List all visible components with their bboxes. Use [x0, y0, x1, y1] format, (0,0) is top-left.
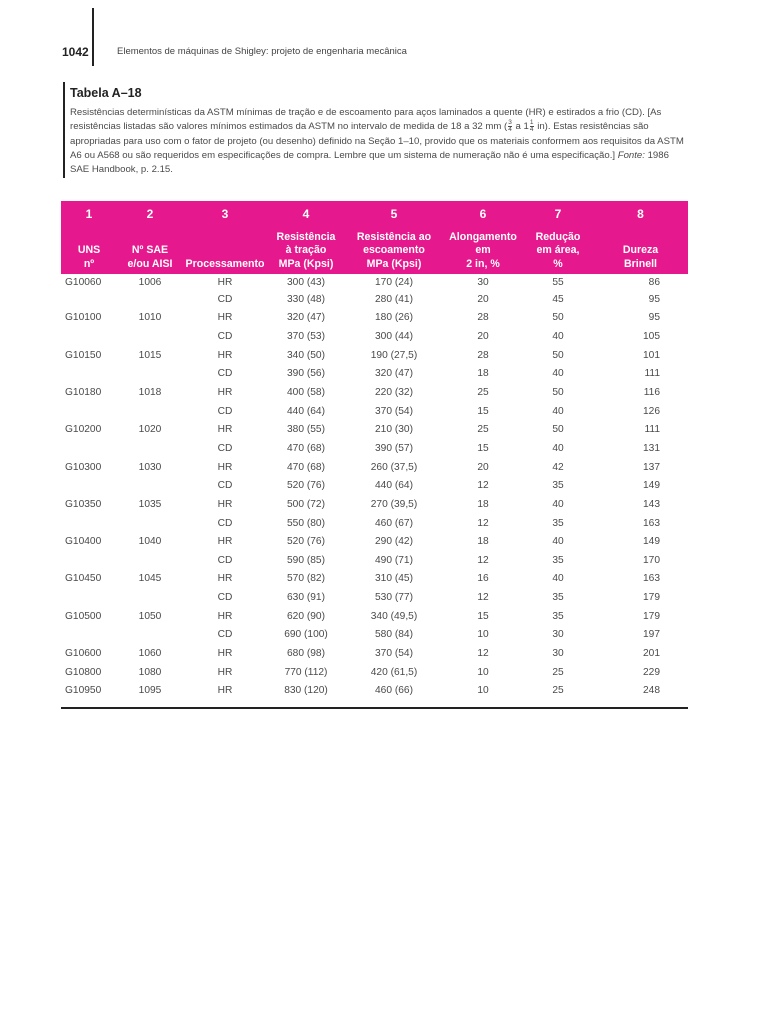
column-header-line: em área,: [536, 244, 580, 256]
tensile-cell: 630 (91): [287, 592, 325, 604]
caption-text-1: Resistências determinísticas da ASTM mínimas de tração e de escoamento para aços laminados a quente (HR) e estirados a frio (CD). [As resistências listadas são valores mínimos estimados da ASTM no intervalo de medida de 18 a 32 mm (: [70, 107, 662, 133]
uns-cell: [61, 514, 117, 533]
process-cell: CD: [217, 405, 233, 417]
elongation-cell: 20: [477, 331, 489, 343]
table-row: [61, 551, 688, 570]
table-row: [61, 570, 688, 589]
elongation-cell: 10: [477, 685, 489, 697]
column-number: 7: [554, 207, 562, 221]
column-number: 1: [85, 207, 93, 221]
process-cell: HR: [217, 349, 233, 361]
table-row: [61, 495, 688, 514]
yield-cell: 320 (47): [375, 368, 413, 380]
tensile-cell: 440 (64): [287, 405, 325, 417]
yield-cell: 530 (77): [375, 592, 413, 604]
sae-cell: 1050: [138, 610, 162, 622]
uns-cell: [61, 476, 117, 495]
column-number: 8: [637, 207, 644, 221]
reduction-cell: 40: [552, 573, 564, 585]
table-row: [61, 290, 688, 309]
tensile-cell: 690 (100): [284, 629, 328, 641]
uns-cell: G10100: [65, 312, 102, 324]
tensile-cell: 500 (72): [287, 498, 325, 510]
elongation-cell: 30: [477, 276, 489, 288]
tensile-cell: 390 (56): [287, 368, 325, 380]
elongation-cell: 28: [477, 349, 489, 361]
elongation-cell: 18: [477, 536, 489, 548]
tensile-cell: 570 (82): [287, 573, 325, 585]
column-number: 5: [390, 207, 398, 221]
column-header-line: UNS: [77, 244, 101, 256]
sae-cell: [117, 551, 183, 570]
process-cell: CD: [217, 442, 233, 454]
elongation-cell: 15: [477, 610, 489, 622]
running-head: Elementos de máquinas de Shigley: projeto de engenharia mecânica: [117, 46, 407, 57]
sae-cell: [117, 514, 183, 533]
table-row: [61, 607, 688, 626]
process-cell: CD: [217, 480, 233, 492]
yield-cell: 370 (54): [375, 647, 413, 659]
process-cell: HR: [217, 647, 233, 659]
tensile-cell: 370 (53): [287, 331, 325, 343]
sae-cell: 1060: [138, 647, 162, 659]
caption-vertical-rule: [63, 82, 65, 178]
tensile-cell: 300 (43): [287, 276, 325, 288]
process-cell: HR: [217, 573, 233, 585]
elongation-cell: 16: [477, 573, 489, 585]
sae-cell: 1040: [138, 536, 162, 548]
column-header: [117, 225, 183, 274]
reduction-cell: 40: [552, 442, 564, 454]
caption-text-3: in). Estas resistências são apropriadas para uso com o fator de projeto (ou desenho) definido na Seção 1–10, provido que os materiais conformem aos requisitos da ASTM A6 ou A568 ou são requeridos em especificações de compra. Lembre que um sistema de numeração não é uma especificação.]: [70, 121, 684, 161]
tensile-cell: 770 (112): [284, 666, 328, 678]
sae-cell: [117, 476, 183, 495]
column-number: 2: [146, 207, 154, 221]
tensile-cell: 400 (58): [287, 387, 325, 399]
sae-cell: 1095: [138, 685, 162, 697]
yield-cell: 460 (66): [375, 685, 413, 697]
process-cell: HR: [217, 312, 233, 324]
elongation-cell: 12: [477, 517, 489, 529]
sae-cell: [117, 402, 183, 421]
table-caption: [70, 106, 690, 178]
table-row: [61, 663, 688, 682]
yield-cell: 420 (61,5): [370, 666, 418, 678]
process-cell: CD: [217, 331, 233, 343]
reduction-cell: 30: [552, 647, 564, 659]
process-cell: CD: [217, 554, 233, 566]
column-number: 3: [221, 207, 229, 221]
process-cell: HR: [217, 536, 233, 548]
yield-cell: 580 (84): [375, 629, 413, 641]
reduction-cell: 35: [552, 480, 564, 492]
process-cell: HR: [217, 424, 233, 436]
reduction-cell: 30: [552, 629, 564, 641]
column-number: 4: [302, 207, 310, 221]
table-row: [61, 458, 688, 477]
table-row: [61, 644, 688, 663]
table-row: [61, 476, 688, 495]
reduction-cell: 50: [552, 312, 564, 324]
uns-cell: [61, 327, 117, 346]
column-header-line: nº: [83, 257, 95, 270]
reduction-cell: 42: [552, 461, 564, 473]
column-header-line: Dureza: [622, 244, 659, 256]
tensile-cell: 330 (48): [287, 293, 325, 305]
sae-cell: 1030: [138, 461, 162, 473]
column-header-line: e/ou AISI: [127, 257, 173, 270]
uns-cell: G10950: [65, 685, 102, 697]
fraction-three-quarters: $\frac{3}{4}$: [508, 119, 512, 134]
uns-cell: G10150: [65, 349, 102, 361]
process-cell: CD: [217, 368, 233, 380]
reduction-cell: 40: [552, 331, 564, 343]
process-cell: CD: [217, 517, 233, 529]
uns-cell: [61, 365, 117, 384]
column-header: [593, 225, 688, 274]
reduction-cell: 50: [552, 349, 564, 361]
column-header: [523, 225, 593, 274]
reduction-cell: 40: [552, 368, 564, 380]
table-row: [61, 532, 688, 551]
brinell-cell: 197: [643, 629, 660, 641]
uns-cell: G10450: [65, 573, 102, 585]
brinell-cell: 149: [643, 480, 660, 492]
process-cell: HR: [217, 461, 233, 473]
process-cell: CD: [217, 629, 233, 641]
process-cell: HR: [217, 610, 233, 622]
yield-cell: 280 (41): [375, 293, 413, 305]
yield-cell: 490 (71): [375, 554, 413, 566]
caption-source-text: 1986 SAE Handbook, p. 2.15.: [70, 149, 669, 176]
brinell-cell: 179: [643, 610, 660, 622]
table-row: [61, 681, 688, 700]
column-header-line: %: [553, 257, 563, 270]
uns-cell: G10060: [65, 276, 102, 288]
column-header-line: Resistência: [276, 230, 336, 243]
uns-cell: G10800: [65, 666, 102, 678]
brinell-cell: 101: [643, 349, 660, 361]
uns-cell: [61, 551, 117, 570]
elongation-cell: 28: [477, 312, 489, 324]
uns-cell: [61, 402, 117, 421]
page-number: 1042: [62, 45, 89, 59]
uns-cell: G10200: [65, 424, 102, 436]
yield-cell: 340 (49,5): [370, 610, 418, 622]
sae-cell: [117, 290, 183, 309]
column-number-row: [61, 201, 688, 225]
uns-cell: G10350: [65, 498, 102, 510]
elongation-cell: 10: [477, 629, 489, 641]
tensile-cell: 520 (76): [287, 536, 325, 548]
yield-cell: 300 (44): [375, 331, 413, 343]
yield-cell: 460 (67): [375, 517, 413, 529]
process-cell: HR: [217, 498, 233, 510]
sae-cell: 1015: [138, 349, 162, 361]
table-row: [61, 402, 688, 421]
reduction-cell: 35: [552, 554, 564, 566]
table-row: [61, 514, 688, 533]
table-title: Tabela A–18: [70, 86, 142, 100]
uns-cell: [61, 290, 117, 309]
column-header: [267, 225, 345, 274]
reduction-cell: 35: [552, 592, 564, 604]
yield-cell: 210 (30): [375, 424, 413, 436]
brinell-cell: 149: [643, 536, 660, 548]
process-cell: CD: [217, 293, 233, 305]
brinell-cell: 248: [643, 685, 660, 697]
brinell-cell: 170: [643, 554, 660, 566]
tensile-cell: 470 (68): [287, 442, 325, 454]
sae-cell: 1006: [138, 276, 162, 288]
yield-cell: 290 (42): [375, 536, 413, 548]
table-row: [61, 420, 688, 439]
brinell-cell: 111: [644, 368, 660, 380]
reduction-cell: 40: [552, 536, 564, 548]
brinell-cell: 143: [643, 498, 660, 510]
column-header-line: Resistência ao: [356, 230, 432, 243]
column-header: [345, 225, 443, 274]
reduction-cell: 50: [552, 387, 564, 399]
reduction-cell: 55: [552, 276, 564, 288]
elongation-cell: 10: [477, 666, 489, 678]
table-row: [61, 588, 688, 607]
tensile-cell: 520 (76): [287, 480, 325, 492]
brinell-cell: 95: [648, 293, 660, 305]
elongation-cell: 15: [477, 405, 489, 417]
sae-cell: [117, 327, 183, 346]
tensile-cell: 470 (68): [287, 461, 325, 473]
tensile-cell: 590 (85): [287, 554, 325, 566]
uns-cell: G10400: [65, 536, 102, 548]
brinell-cell: 86: [648, 276, 660, 288]
column-header: [443, 225, 523, 274]
sae-cell: 1020: [138, 424, 162, 436]
process-cell: HR: [217, 387, 233, 399]
uns-cell: G10300: [65, 461, 102, 473]
elongation-cell: 12: [477, 592, 489, 604]
yield-cell: 440 (64): [375, 480, 413, 492]
process-cell: HR: [217, 666, 233, 678]
yield-cell: 190 (27,5): [370, 349, 418, 361]
brinell-cell: 116: [643, 387, 660, 399]
column-header-line: Alongamento: [449, 230, 517, 243]
uns-cell: [61, 626, 117, 645]
table-row: [61, 327, 688, 346]
column-header-line: Redução: [535, 230, 581, 243]
elongation-cell: 12: [477, 480, 489, 492]
column-header-line: 2 in, %: [466, 257, 500, 270]
column-header-line: escoamento: [363, 244, 425, 256]
column-number: 6: [479, 207, 487, 221]
steel-strength-table: [61, 201, 688, 700]
tensile-cell: 680 (98): [287, 647, 325, 659]
process-cell: HR: [217, 685, 233, 697]
brinell-cell: 126: [643, 405, 660, 417]
sae-cell: 1045: [138, 573, 162, 585]
process-cell: CD: [217, 592, 233, 604]
sae-cell: 1035: [138, 498, 162, 510]
brinell-cell: 179: [643, 592, 660, 604]
table-row: [61, 309, 688, 328]
reduction-cell: 35: [552, 517, 564, 529]
sae-cell: [117, 439, 183, 458]
sae-cell: 1010: [138, 312, 162, 324]
reduction-cell: 25: [552, 666, 564, 678]
elongation-cell: 20: [477, 293, 489, 305]
elongation-cell: 18: [477, 368, 489, 380]
brinell-cell: 163: [643, 573, 660, 585]
tensile-cell: 340 (50): [287, 349, 325, 361]
yield-cell: 390 (57): [375, 442, 413, 454]
table-row: [61, 626, 688, 645]
fraction-one-quarter: $\frac{1}{4}$: [529, 119, 534, 134]
reduction-cell: 25: [552, 685, 564, 697]
reduction-cell: 45: [552, 293, 564, 305]
uns-cell: G10500: [65, 610, 102, 622]
tensile-cell: 830 (120): [284, 685, 328, 697]
brinell-cell: 229: [643, 666, 660, 678]
sae-cell: [117, 365, 183, 384]
elongation-cell: 20: [477, 461, 489, 473]
yield-cell: 270 (39,5): [370, 498, 418, 510]
table-row: [61, 365, 688, 384]
reduction-cell: 35: [552, 610, 564, 622]
column-header-line: Processamento: [185, 257, 265, 270]
column-header-line: à tração: [285, 244, 327, 256]
table-row: [61, 439, 688, 458]
brinell-cell: 163: [643, 517, 660, 529]
elongation-cell: 25: [477, 424, 489, 436]
yield-cell: 370 (54): [375, 405, 413, 417]
tensile-cell: 380 (55): [287, 424, 325, 436]
uns-cell: G10180: [65, 387, 102, 399]
elongation-cell: 25: [477, 387, 489, 399]
yield-cell: 220 (32): [375, 387, 413, 399]
column-header-line: Brinell: [624, 257, 657, 270]
column-header-line: MPa (Kpsi): [278, 257, 334, 270]
uns-cell: G10600: [65, 647, 102, 659]
column-header-line: MPa (Kpsi): [366, 257, 422, 270]
tensile-cell: 550 (80): [287, 517, 325, 529]
brinell-cell: 95: [648, 312, 660, 324]
column-header-line: em: [475, 244, 491, 256]
column-header-line: Nº SAE: [131, 244, 169, 256]
column-header-row: [61, 225, 688, 274]
sae-cell: 1080: [138, 666, 162, 678]
brinell-cell: 105: [643, 331, 660, 343]
brinell-cell: 137: [643, 461, 660, 473]
yield-cell: 310 (45): [375, 573, 413, 585]
brinell-cell: 131: [643, 442, 660, 454]
reduction-cell: 40: [552, 405, 564, 417]
reduction-cell: 50: [552, 424, 564, 436]
yield-cell: 180 (26): [375, 312, 413, 324]
elongation-cell: 15: [477, 442, 489, 454]
uns-cell: [61, 439, 117, 458]
table-body: [61, 274, 688, 700]
column-header: [61, 225, 117, 274]
brinell-cell: 201: [643, 647, 660, 659]
table-row: [61, 383, 688, 402]
yield-cell: 260 (37,5): [370, 461, 418, 473]
elongation-cell: 18: [477, 498, 489, 510]
sae-cell: [117, 588, 183, 607]
sae-cell: [117, 626, 183, 645]
table-bottom-rule: [61, 707, 688, 709]
sae-cell: 1018: [138, 387, 162, 399]
table-row: [61, 346, 688, 365]
yield-cell: 170 (24): [375, 276, 413, 288]
header-vertical-rule: [92, 8, 94, 66]
table-row: [61, 274, 688, 290]
tensile-cell: 320 (47): [287, 312, 325, 324]
elongation-cell: 12: [477, 554, 489, 566]
column-header: [183, 225, 267, 274]
tensile-cell: 620 (90): [287, 610, 325, 622]
elongation-cell: 12: [477, 647, 489, 659]
uns-cell: [61, 588, 117, 607]
process-cell: HR: [217, 276, 233, 288]
reduction-cell: 40: [552, 498, 564, 510]
caption-text-2: a 1: [512, 121, 529, 133]
brinell-cell: 111: [644, 424, 660, 436]
caption-source-label: Fonte:: [617, 149, 645, 161]
